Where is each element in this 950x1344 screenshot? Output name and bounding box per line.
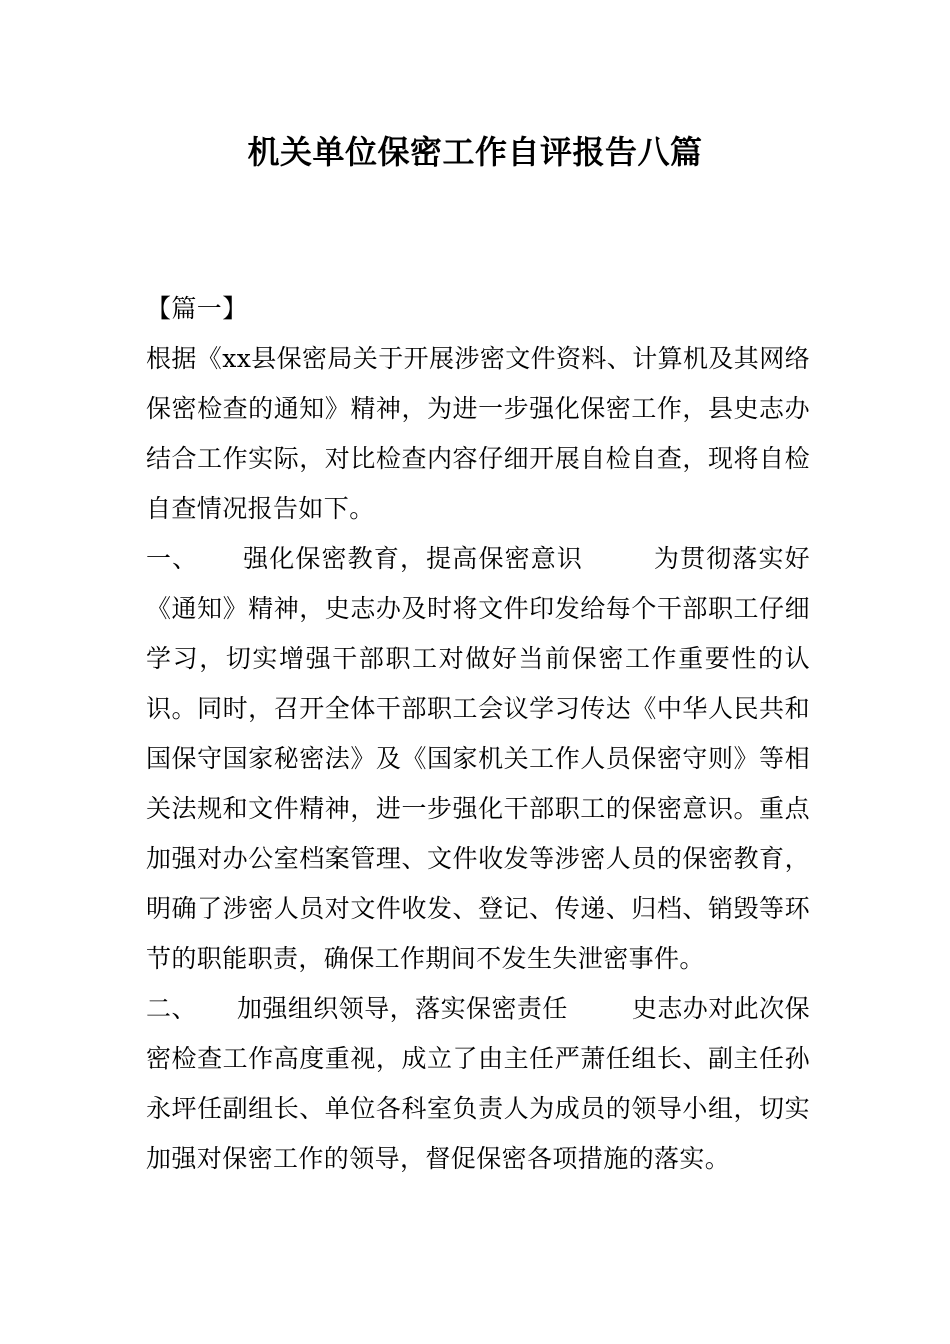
section-1-heading: 强化保密教育，提高保密意识 [242, 544, 584, 573]
section-2 [146, 984, 810, 1184]
document-body [146, 284, 810, 1184]
section-1-number: 一、 [146, 544, 199, 573]
section-1 [146, 534, 810, 984]
section-2-number: 二、 [146, 994, 197, 1023]
document-title: 机关单位保密工作自评报告八篇 [247, 133, 703, 171]
intro-paragraph: 根据《xx县保密局关于开展涉密文件资料、计算机及其网络保密检查的通知》精神，为进一步强化保密工作，县史志办结合工作实际，对比检查内容仔细开展自检自查，现将自检自查情况报告如下。 [146, 344, 811, 523]
section-label: 【篇一】 [146, 294, 248, 323]
section-2-body: 史志办对此次保密检查工作高度重视，成立了由主任严萧任组长、副主任孙永坪任副组长、单位各科室负责人为成员的领导小组，切实加强对保密工作的领导，督促保密各项措施的落实。 [146, 994, 810, 1173]
section-1-body: 为贯彻落实好《通知》精神，史志办及时将文件印发给每个干部职工仔细学习，切实增强干部职工对做好当前保密工作重要性的认识。同时，召开全体干部职工会议学习传达《中华人民共和国保守国家秘密法》及《国家机关工作人员保密守则》等相关法规和文件精神，进一步强化干部职工的保密意识。重点加强对办公室档案管理、文件收发等涉密人员的保密教育，明确了涉密人员对文件收发、登记、传递、归档、销毁等环节的职能职责，确保工作期间不发生失泄密事件。 [146, 544, 811, 973]
section-2-heading: 加强组织领导，落实保密责任 [236, 994, 568, 1023]
